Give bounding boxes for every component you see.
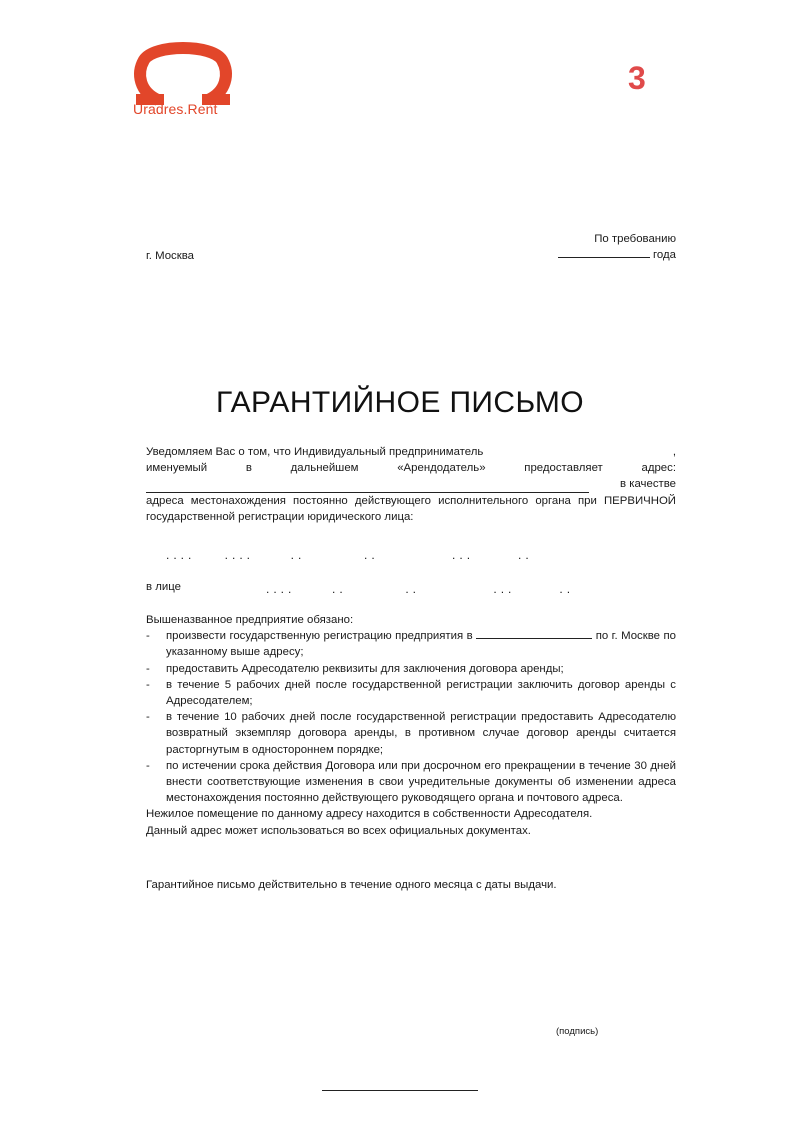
list-item: - по истечении срока действия Договора или при досрочном его прекращении в течение 30 дней внести соответствующие изменения в свои учредительные документы об изменении адреса местонахождения постоянно действующего руководящего органа и почтового адреса. xyxy=(146,758,676,807)
document-title: ГАРАНТИЙНОЕ ПИСЬМО xyxy=(215,386,585,419)
requirement-label: По требованию xyxy=(594,233,676,245)
note-2: Данный адрес может использоваться во всех официальных документах. xyxy=(146,824,531,837)
date-blank xyxy=(558,257,650,258)
intro-comma: , xyxy=(672,446,676,458)
signature-note: (подпись) xyxy=(556,1026,599,1037)
obligation-1a: произвести государственную регистрацию предприятия в xyxy=(166,630,473,643)
obligations-section xyxy=(146,612,676,839)
list-item: - в течение 5 рабочих дней после государственной регистрации заключить договор аренды с Адресодателем; xyxy=(146,677,676,709)
address-blank xyxy=(146,480,589,493)
registration-date-blank xyxy=(476,638,592,639)
intro-paragraph xyxy=(146,444,676,525)
year-suffix: года xyxy=(653,249,676,262)
intro-text-3: в качестве xyxy=(620,478,676,491)
intro-text-4: адреса местонахождения постоянно действующего исполнительного органа при ПЕРВИЧНОЙ государственной регистрации юридического лица: xyxy=(146,494,676,523)
intro-line-1 xyxy=(146,444,676,460)
requirement-block xyxy=(548,231,676,263)
date-field xyxy=(548,247,676,263)
list-item: - в течение 10 рабочих дней после государственной регистрации предоставить Адресодателю возвратный экземпляр договора аренды, в противном случае договор аренды считается расторгнутым в одностороннем порядке; xyxy=(146,709,676,758)
person-label: в лице xyxy=(146,581,181,593)
obligation-1b: по г. Москве по указанному выше адресу; xyxy=(166,630,676,659)
intro-text-2: именуемый в дальнейшем «Арендодатель» предоставляет адрес: xyxy=(146,462,676,475)
intro-line-3 xyxy=(146,476,676,492)
obligations-list xyxy=(146,628,676,806)
list-item: - предоставить Адресодателю реквизиты для заключения договора аренды; xyxy=(146,661,676,677)
dots-row-1: .... .... .. .. ... .. xyxy=(166,548,533,562)
signature-line xyxy=(322,1090,478,1091)
note-1: Нежилое помещение по данному адресу находится в собственности Адресодателя. xyxy=(146,808,593,821)
list-item xyxy=(146,628,676,660)
obligations-heading: Вышеназванное предприятие обязано: xyxy=(146,614,354,626)
page-number: 3 xyxy=(628,60,646,96)
logo-text: Uradres.Rent xyxy=(133,101,218,117)
dots-row-2: .... .. .. ... .. xyxy=(266,582,575,596)
intro-text-1: Уведомляем Вас о том, что Индивидуальный предприниматель xyxy=(146,446,484,458)
city: г. Москва xyxy=(146,250,194,262)
validity-statement: Гарантийное письмо действительно в течение одного месяца с даты выдачи. xyxy=(146,879,557,891)
